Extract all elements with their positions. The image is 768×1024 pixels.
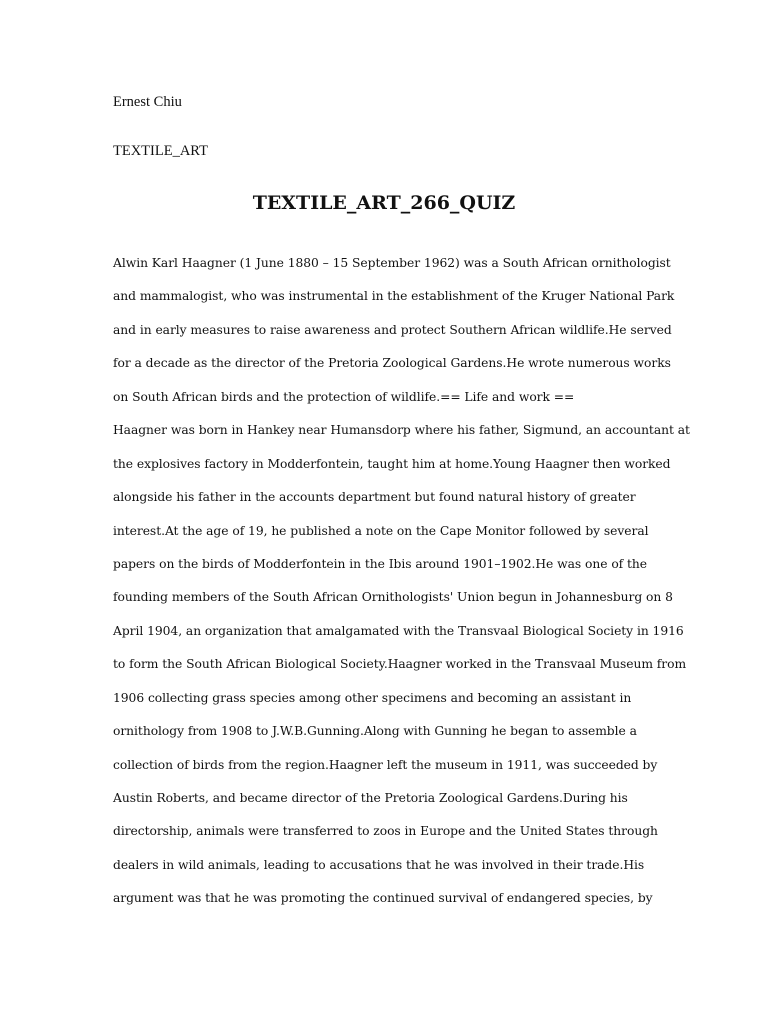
body-text [113, 252, 690, 921]
body-line: Haagner was born in Hankey near Humansdorp where his father, Sigmund, an accountant at [113, 423, 690, 438]
body-line: dealers in wild animals, leading to accusations that he was involved in their trade.His [113, 857, 645, 872]
body-line: directorship, animals were transferred to zoos in Europe and the United States through [113, 824, 658, 839]
course-name: TEXTILE_ART [113, 143, 208, 159]
body-line: 1906 collecting grass species among other specimens and becoming an assistant in [113, 690, 632, 705]
body-line: and mammalogist, who was instrumental in the establishment of the Kruger National Park [113, 289, 675, 304]
body-line: for a decade as the director of the Pretoria Zoological Gardens.He wrote numerous works [113, 356, 671, 371]
body-line: April 1904, an organization that amalgamated with the Transvaal Biological Society in 1916 [113, 623, 684, 638]
body-line: and in early measures to raise awareness and protect Southern African wildlife.He served [113, 322, 672, 337]
body-line: collection of birds from the region.Haagner left the museum in 1911, was succeeded by [113, 757, 658, 772]
body-line: Austin Roberts, and became director of the Pretoria Zoological Gardens.During his [113, 791, 628, 805]
body-line: to form the South African Biological Society.Haagner worked in the Transvaal Museum from [113, 657, 687, 672]
body-line: alongside his father in the accounts department but found natural history of greater [113, 490, 636, 505]
author-name: Ernest Chiu [113, 94, 182, 110]
body-line: Alwin Karl Haagner (1 June 1880 – 15 September 1962) was a South African ornithologist [113, 256, 671, 270]
body-line: argument was that he was promoting the continued survival of endangered species, by [113, 891, 653, 906]
body-line: papers on the birds of Modderfontein in the Ibis around 1901–1902.He was one of the [113, 556, 648, 571]
body-line: the explosives factory in Modderfontein, taught him at home.Young Haagner then worked [113, 456, 671, 471]
body-line: interest.At the age of 19, he published a note on the Cape Monitor followed by several [113, 523, 649, 538]
body-line: founding members of the South African Ornithologists' Union begun in Johannesburg on 8 [113, 590, 673, 605]
document-title: TEXTILE_ART_266_QUIZ [252, 192, 516, 214]
body-line: ornithology from 1908 to J.W.B.Gunning.Along with Gunning he began to assemble a [113, 724, 637, 739]
body-line: on South African birds and the protection of wildlife.== Life and work == [113, 389, 575, 404]
